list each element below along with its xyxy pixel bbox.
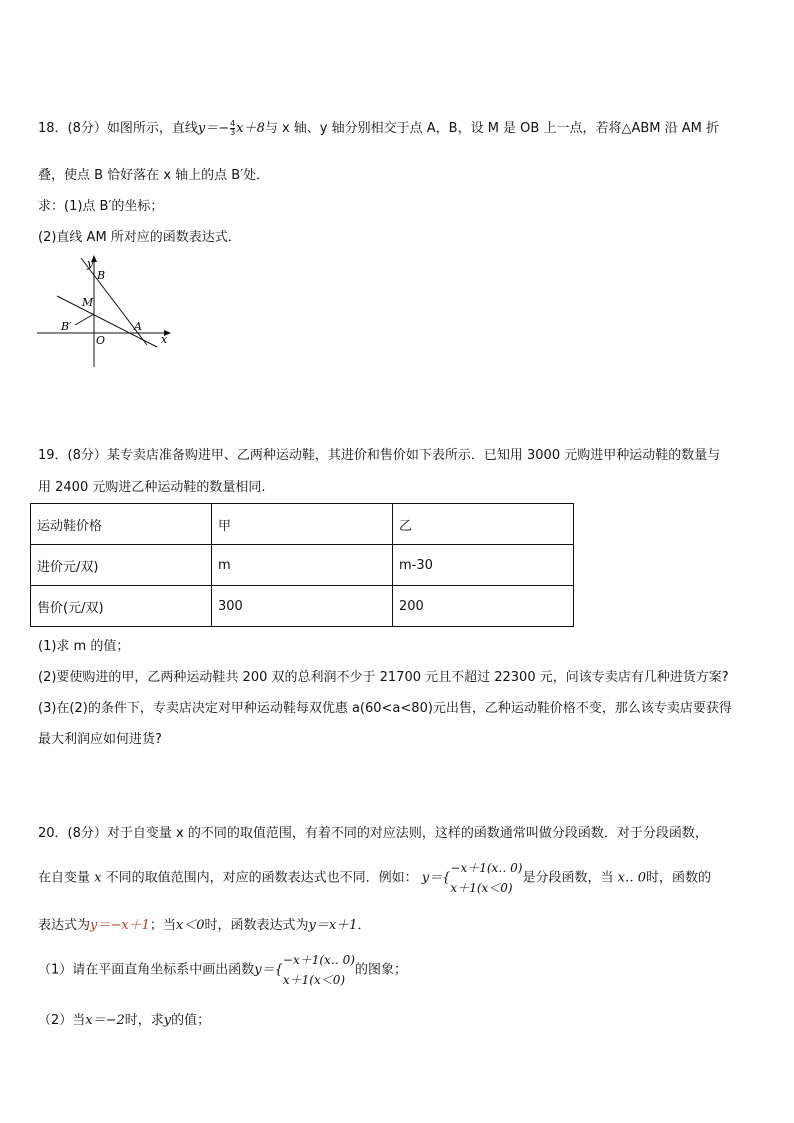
q20-expr: y＝x＋1 xyxy=(308,918,358,933)
table-cell: 200 xyxy=(393,586,574,627)
label-y: y xyxy=(87,257,94,270)
q20-text: 不同的取值范围内，对应的函数表达式也不同．例如： xyxy=(105,870,418,886)
q20-text: 的值； xyxy=(171,1013,211,1028)
table-cell: 300 xyxy=(212,586,393,627)
table-cell: 售价(元/双) xyxy=(31,586,212,627)
q19-part3-line1: (3)在(2)的条件下，专卖店决定对甲种运动鞋每双优惠 a(60<a<80)元出售，乙种运动鞋价格不变，那么该专卖店要获得 xyxy=(38,701,732,716)
q20-text: 在自变量 xyxy=(38,870,91,886)
line-am xyxy=(57,296,157,347)
q18-figure xyxy=(35,255,180,375)
q20-var-y: y xyxy=(163,1013,172,1028)
q20-text: ． xyxy=(357,918,371,933)
table-cell: 进价元/双) xyxy=(31,545,212,586)
q20-condition: x‥ 0 xyxy=(617,870,647,886)
table-row xyxy=(31,545,574,586)
q20-var-x: x xyxy=(94,870,102,886)
q20-y-brace: y＝{ xyxy=(254,962,283,978)
label-x: x xyxy=(161,333,168,346)
label-o: O xyxy=(96,334,106,347)
q19-part3-line2: 最大利润应如何进货? xyxy=(38,732,162,747)
q19-part2: (2)要使购进的甲，乙两种运动鞋共 200 双的总利润不少于 21700 元且不超过 22300 元，问该专卖店有几种进货方案? xyxy=(38,670,729,685)
q18-frac-den: 3 xyxy=(230,128,236,137)
q20-y-brace: y＝{ xyxy=(421,870,451,886)
q18-eq-y: y＝− xyxy=(197,121,230,136)
q20-line2 xyxy=(38,858,711,900)
q20-text: 的图象； xyxy=(354,962,407,978)
q20-piecewise xyxy=(283,950,355,990)
q20-part2 xyxy=(38,1012,210,1030)
table-cell: 乙 xyxy=(393,504,574,545)
q20-condition: x＜0 xyxy=(175,918,205,933)
q19-line1: 19．(8分）某专卖店准备购进甲、乙两种运动鞋，其进价和售价如下表所示．已知用 3000 元购进甲种运动鞋的数量与 xyxy=(38,448,721,463)
table-cell: m-30 xyxy=(393,545,574,586)
q20-piecewise xyxy=(450,858,522,898)
label-a: A xyxy=(134,320,142,333)
q20-text: （2）当 xyxy=(38,1013,86,1028)
q18-line4: (2)直线 AM 所对应的函数表达式． xyxy=(38,230,241,245)
q20-part1 xyxy=(38,950,407,992)
piece-bottom: x＋1(x＜0) xyxy=(450,881,513,895)
piece-top: −x＋1(x‥ 0) xyxy=(450,861,523,875)
label-b: B xyxy=(97,269,106,282)
q18-line2: 叠，使点 B 恰好落在 x 轴上的点 B′处． xyxy=(38,168,270,183)
label-bprime: B′ xyxy=(61,320,72,333)
table-cell: 甲 xyxy=(212,504,393,545)
q20-text: ；当 xyxy=(149,918,176,933)
table-row xyxy=(31,586,574,627)
q20-text: 时，函数的 xyxy=(646,870,712,886)
q20-text: 表达式为 xyxy=(38,918,91,933)
q20-text: （1）请在平面直角坐标系中画出函数 xyxy=(38,962,255,978)
q18-frac-num: 4 xyxy=(230,119,236,128)
table-row xyxy=(31,504,574,545)
price-table xyxy=(30,503,574,627)
piece-top: −x＋1(x‥ 0) xyxy=(282,953,355,967)
piece-bottom: x＋1(x＜0) xyxy=(282,973,346,987)
q20-line1: 20．(8分）对于自变量 x 的不同的取值范围，有着不同的对应法则，这样的函数通常叫做分段函数．对于分段函数， xyxy=(38,826,708,841)
q18-fraction xyxy=(230,120,235,137)
q20-expr-red: y＝−x＋1 xyxy=(90,918,150,933)
q18-line1 xyxy=(38,120,719,138)
table-cell: m xyxy=(212,545,393,586)
q20-text: 是分段函数，当 xyxy=(522,870,614,886)
q18-head: 18．(8分）如图所示，直线 xyxy=(38,121,198,136)
q20-text: 时，求 xyxy=(124,1013,164,1028)
segment-bprime-m xyxy=(75,314,94,325)
q18-eq-rest: x＋8 xyxy=(236,121,265,136)
label-m: M xyxy=(82,296,94,309)
q20-line3 xyxy=(38,917,370,935)
q20-condition: x＝−2 xyxy=(85,1013,125,1028)
q19-line2: 用 2400 元购进乙种运动鞋的数量相同. xyxy=(38,480,266,495)
q18-tail: 与 x 轴、y 轴分别相交于点 A，B，设 M 是 OB 上一点，若将△ABM 沿 AM 折 xyxy=(264,121,719,136)
q20-text: 时，函数表达式为 xyxy=(204,918,309,933)
q18-line3: 求：(1)点 B′的坐标； xyxy=(38,199,164,214)
table-cell: 运动鞋价格 xyxy=(31,504,212,545)
q19-part1: (1)求 m 的值； xyxy=(38,639,130,654)
